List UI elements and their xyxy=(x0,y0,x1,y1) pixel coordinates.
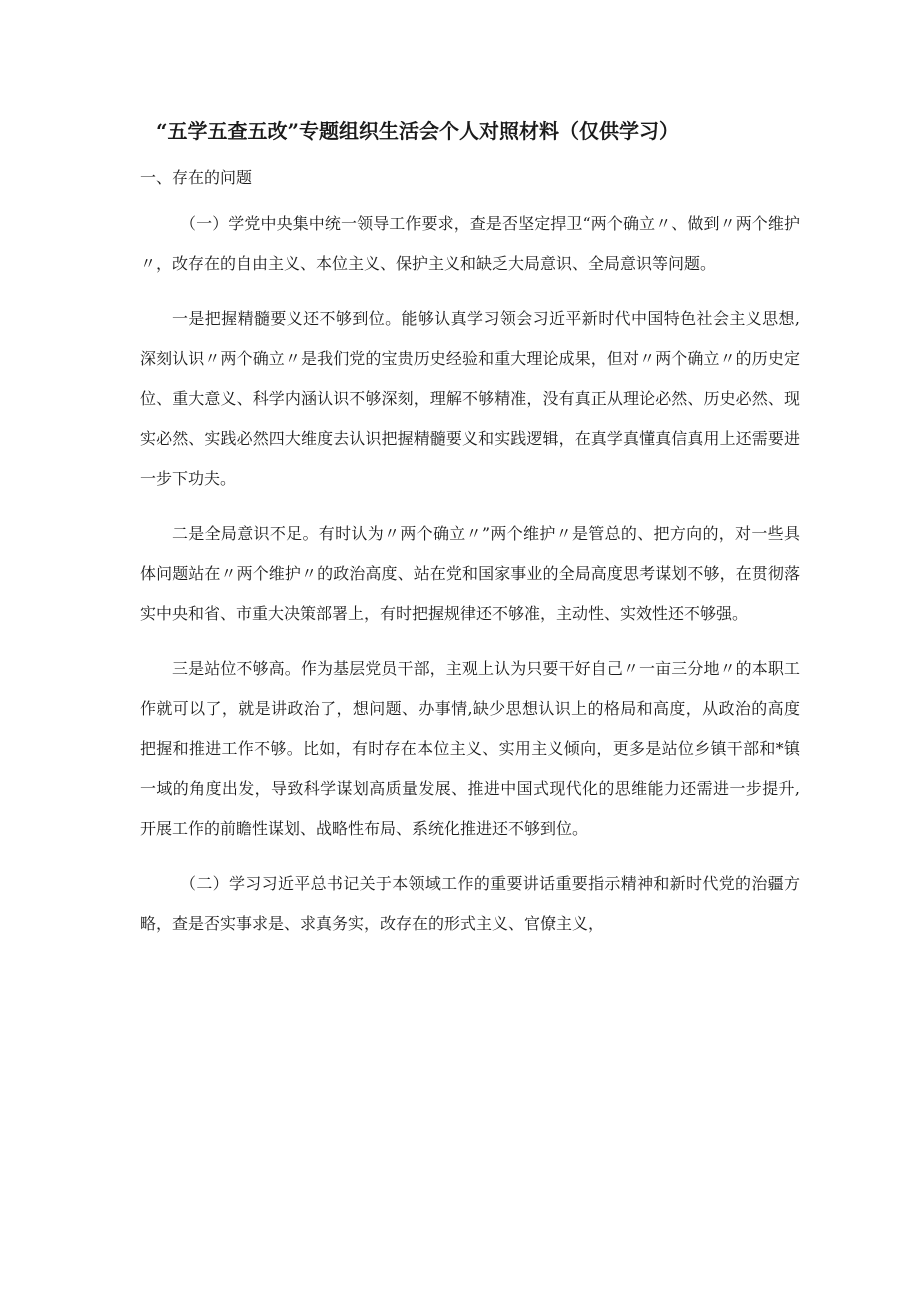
document-title: “五学五查五改”专题组织生活会个人对照材料（仅供学习） xyxy=(156,119,680,143)
paragraph-point-3: 三是站位不够高。作为基层党员干部，主观上认为只要干好自己〃一亩三分地〃的本职工作就可以了，就是讲政治了，想问题、办事情,缺少思想认识上的格局和高度，从政治的高度把握和推进工作不够。比如，有时存在本位主义、实用主义倾向，更多是站位乡镇干部和*镇一域的角度出发，导致科学谋划高质量发展、推进中国式现代化的思维能力还需进一步提升,开展工作的前瞻性谋划、战略性布局、系统化推进还不够到位。 xyxy=(140,659,800,838)
document-page xyxy=(140,116,800,959)
paragraph-point-1: 一是把握精髓要义还不够到位。能够认真学习领会习近平新时代中国特色社会主义思想,深刻认识〃两个确立〃是我们党的宝贵历史经验和重大理论成果，但对〃两个确立〃的历史定位、重大意义、科学内涵认识不够深刻，理解不够精准，没有真正从理论必然、历史必然、现实必然、实践必然四大维度去认识把握精髓要义和实践逻辑，在真学真懂真信真用上还需要进一步下功夫。 xyxy=(140,309,800,488)
paragraph-subsection-1: （一）学党中央集中统一领导工作要求，查是否坚定捍卫“两个确立〃、做到〃两个维护〃，改存在的自由主义、本位主义、保护主义和缺乏大局意识、全局意识等问题。 xyxy=(140,214,800,273)
paragraph-point-2: 二是全局意识不足。有时认为〃两个确立〃”两个维护〃是管总的、把方向的，对一些具体问题站在〃两个维护〃的政治高度、站在党和国家事业的全局高度思考谋划不够，在贯彻落实中央和省、市重大决策部署上，有时把握规律还不够准，主动性、实效性还不够强。 xyxy=(140,524,800,623)
paragraph-subsection-2: （二）学习习近平总书记关于本领域工作的重要讲话重要指示精神和新时代党的治疆方略，查是否实事求是、求真务实，改存在的形式主义、官僚主义， xyxy=(140,874,800,933)
section-heading: 一、存在的问题 xyxy=(140,168,253,187)
